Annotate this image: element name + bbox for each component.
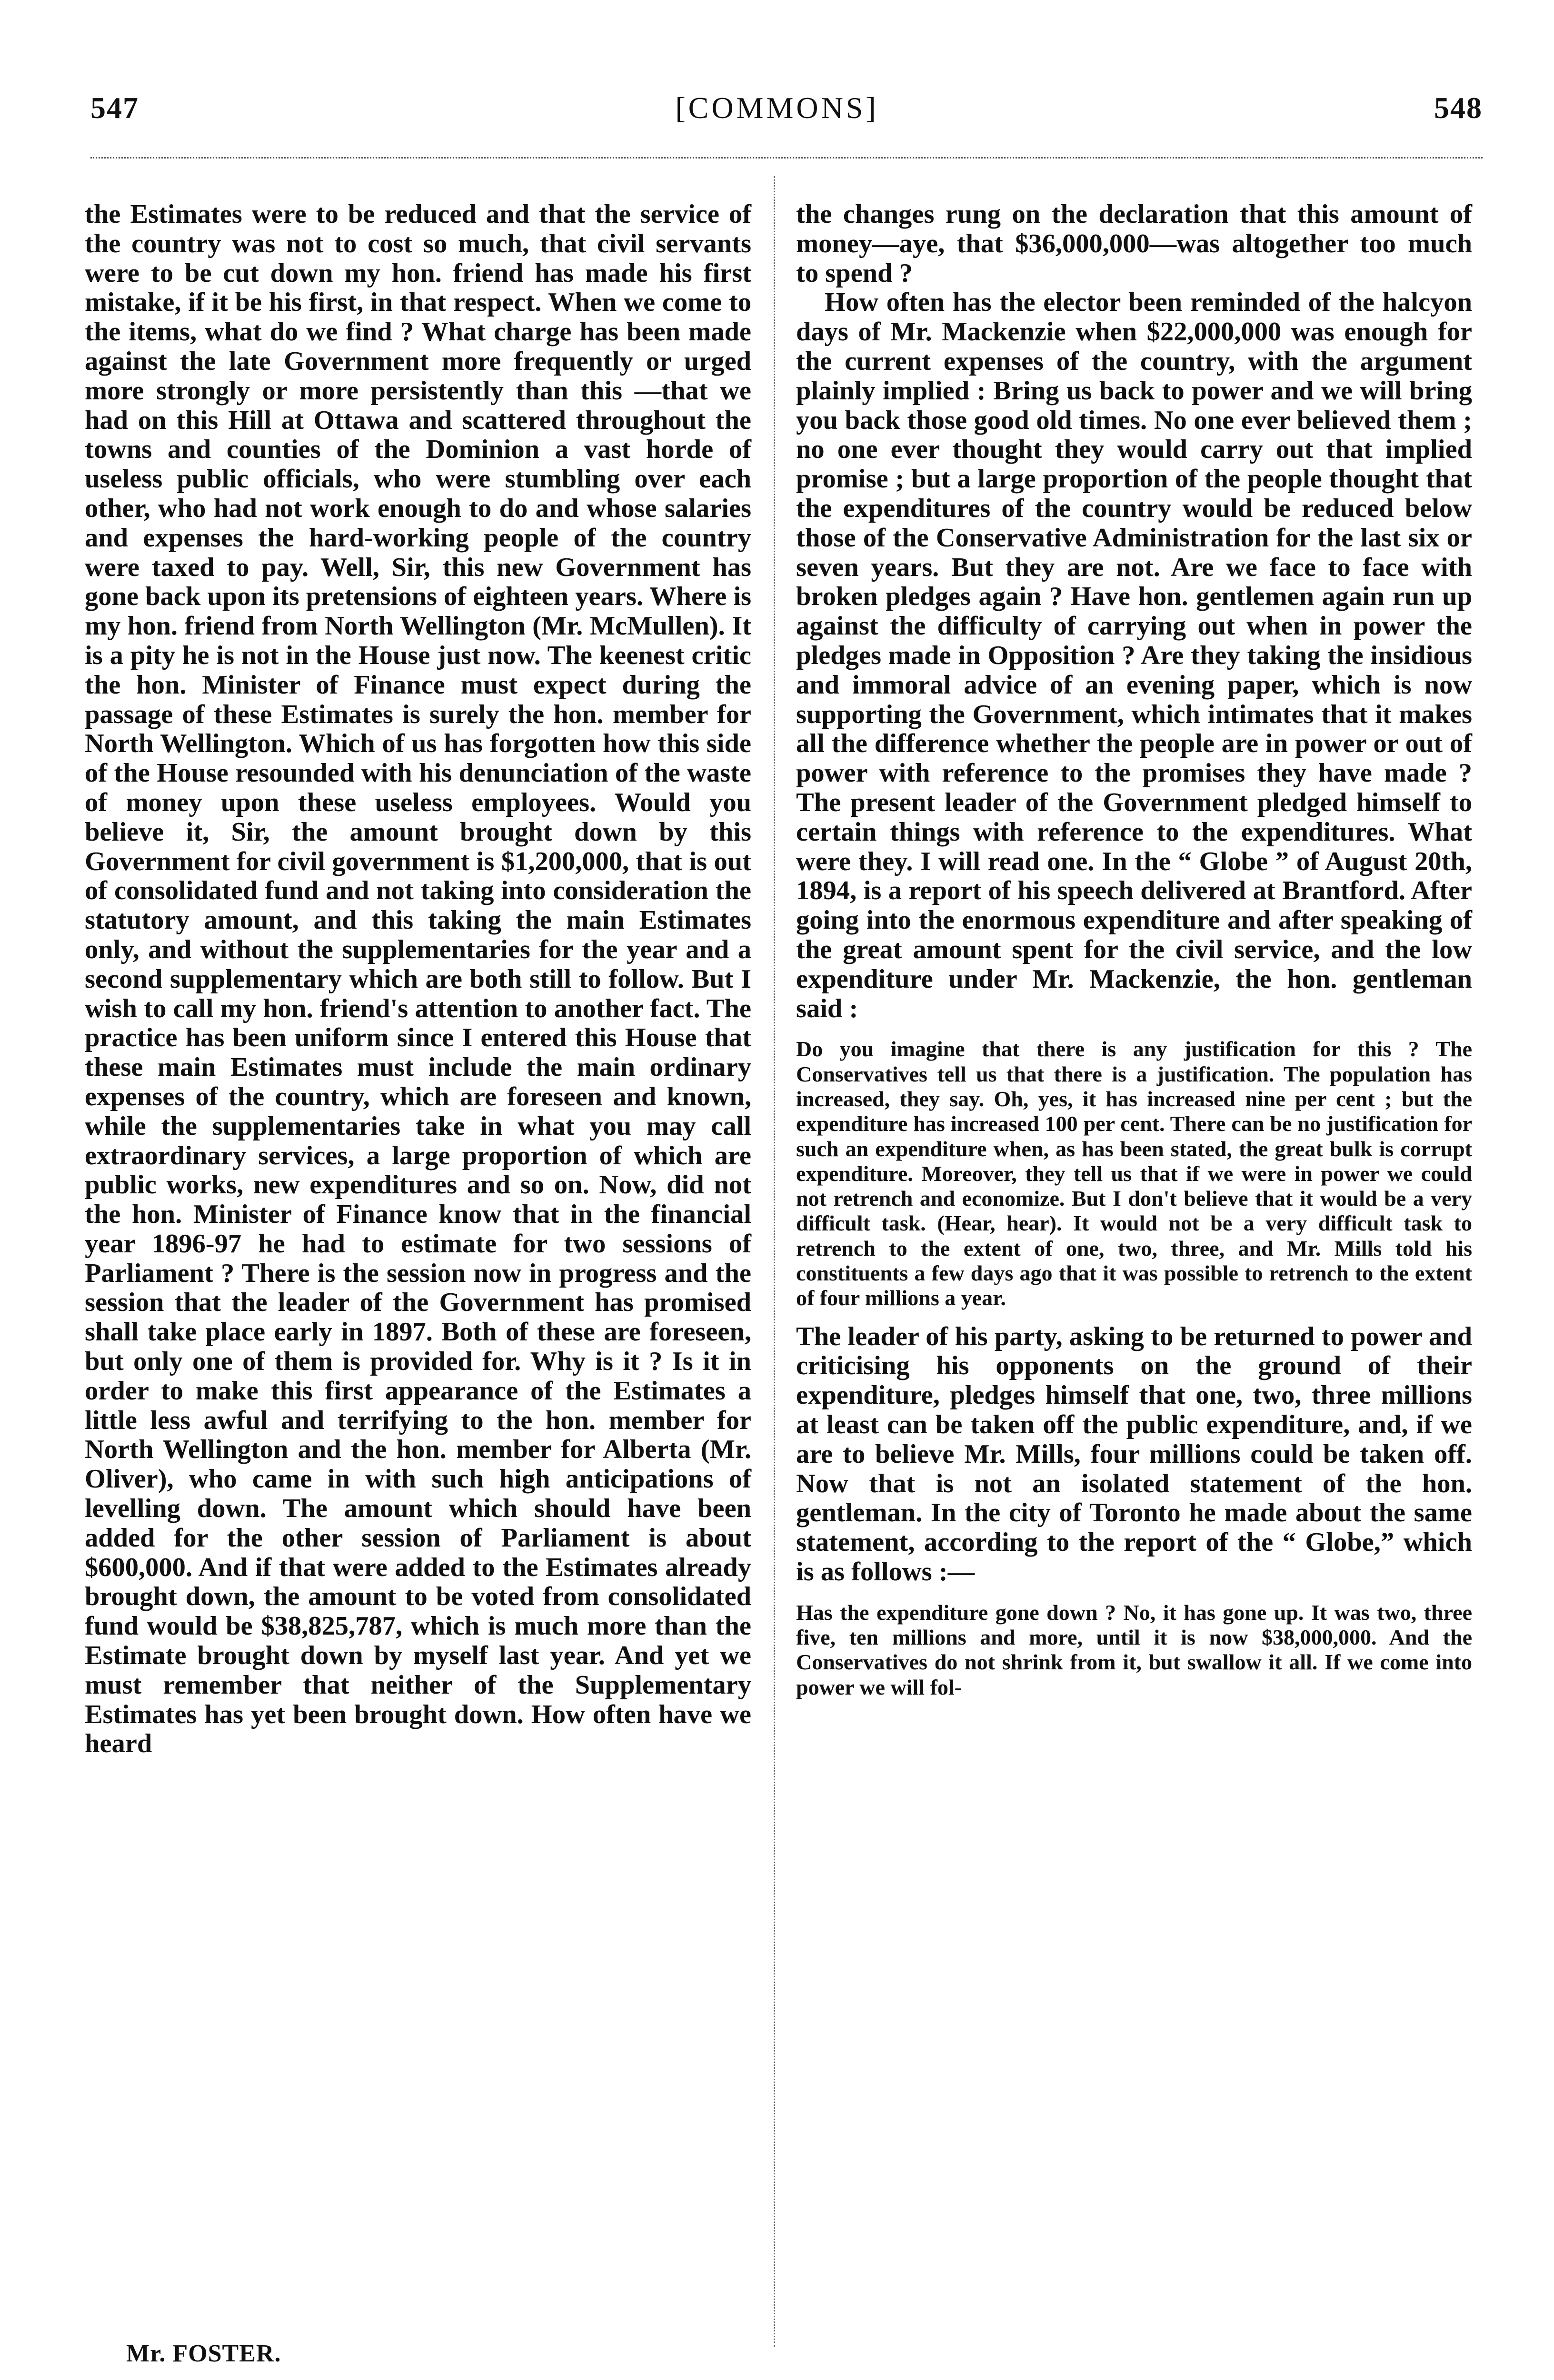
page-number-right: 548 [1434,91,1483,125]
page-title: [COMMONS] [675,91,879,125]
header-rule [90,157,1483,159]
right-column [796,200,1472,1711]
block-quote-2: Has the expenditure gone down ? No, it has gone up. It was two, three five, ten millions and more, until it is now $38,000,000. And the Conservatives do not shrink from it, but swallow it all. If we come into power we will fol- [796,1600,1472,1699]
right-paragraph-2: How often has the elector been reminded of the halcyon days of Mr. Mackenzie when $22,000,000 was enough for the current expenses of the country, with the argument plainly implied : Bring us back to power and we will bring you back those good old times. No one ever believed them ; no one ever thought they would carry out that implied promise ; but a large proportion of the people thought that the expenditures of the country would be reduced below those of the Conservative Administration for the last six or seven years. But they are not. Are we face to face with broken pledges again ? Have hon. gentlemen again run up against the difficulty of carrying out when in power the pledges made in Opposition ? Are they taking the insidious and immoral advice of an evening paper, which is now supporting the Government, which intimates that it makes all the difference whether the people are in power or out of power with reference to the promises they have made ? The present leader of the Government pledged himself to certain things with reference to the expenditures. What were they. I will read one. In the “ Globe ” of August 20th, 1894, is a report of his speech delivered at Brantford. After going into the enormous expenditure and after speaking of the great amount spent for the civil service, and the low expenditure under Mr. Mackenzie, the hon. gentleman said : [796,288,1472,1023]
right-paragraph-1: the changes rung on the declaration that this amount of money—aye, that $36,000,000—was altogether too much to spend ? [796,199,1472,288]
column-divider [774,176,775,2347]
page-header [0,0,1554,143]
right-paragraph-3: The leader of his party, asking to be returned to power and criticising his opponents on the ground of their expenditure, pledges himself that one, two, three millions at least can be taken off the public expenditure, and, if we are to believe Mr. Mills, four millions could be taken off. Now that is not an isolated statement of the hon. gentleman. In the city of Toronto he made about the same statement, according to the report of the “ Globe,” which is as follows :— [796,1321,1472,1587]
page-number-left: 547 [90,91,139,125]
speaker-footer: Mr. FOSTER. [126,2340,281,2367]
left-column [85,200,751,1759]
left-paragraph-1: the Estimates were to be reduced and that the service of the country was not to cost so much, that civil servants were to be cut down my hon. friend has made his first mistake, if it be his first, in that respect. When we come to the items, what do we find ? What charge has been made against the late Government more frequently or urged more strongly or more persistently than this —that we had on this Hill at Ottawa and scattered throughout the towns and counties of the Dominion a vast horde of useless public officials, who were stumbling over each other, who had not work enough to do and whose salaries and expenses the hard-working people of the country were taxed to pay. Well, Sir, this new Government has gone back upon its pretensions of eighteen years. Where is my hon. friend from North Wellington (Mr. McMullen). It is a pity he is not in the House just now. The keenest critic the hon. Minister of Finance must expect during the passage of these Estimates is surely the hon. member for North Wellington. Which of us has forgotten how this side of the House resounded with his denunciation of the waste of money upon these useless employees. Would you believe it, Sir, the amount brought down by this Government for civil government is $1,200,000, that is out of consolidated fund and not taking into consideration the statutory amount, and this taking the main Estimates only, and without the supplementaries for the year and a second supplementary which are both still to follow. But I wish to call my hon. friend's attention to another fact. The practice has been uniform since I entered this House that these main Estimates must include the main ordinary expenses of the country, which are foreseen and known, while the supplementaries take in what you may call extraordinary services, a large proportion of which are public works, new expenditures and so on. Now, did not the hon. Minister of Finance know that in the financial year 1896-97 he had to estimate for two sessions of Parliament ? There is the session now in progress and the session that the leader of the Government has promised shall take place early in 1897. Both of these are foreseen, but only one of them is provided for. Why is it ? Is it in order to make this first appearance of the Estimates a little less awful and terrifying to the hon. member for North Wellington and the hon. member for Alberta (Mr. Oliver), who came in with such high anticipations of levelling down. The amount which should have been added for the other session of Parliament is about $600,000. And if that were added to the Estimates already brought down, the amount to be voted from consolidated fund would be $38,825,787, which is much more than the Estimate brought down by myself last year. And yet we must remember that neither of the Supplementary Estimates has yet been brought down. How often have we heard [85,199,752,1759]
block-quote-1: Do you imagine that there is any justification for this ? The Conservatives tell us that there is a justification. The population has increased, they say. Oh, yes, it has increased nine per cent ; but the expenditure has increased 100 per cent. There can be no justification for such an expenditure when, as has been stated, the great bulk is corrupt expenditure. Moreover, they tell us that if we were in power we could not retrench and economize. But I don't believe that it would be a very difficult task. (Hear, hear). It would not be a very difficult task to retrench to the extent of one, two, three, and Mr. Mills told his constituents a few days ago that it was possible to retrench to the extent of four millions a year. [796,1037,1472,1310]
